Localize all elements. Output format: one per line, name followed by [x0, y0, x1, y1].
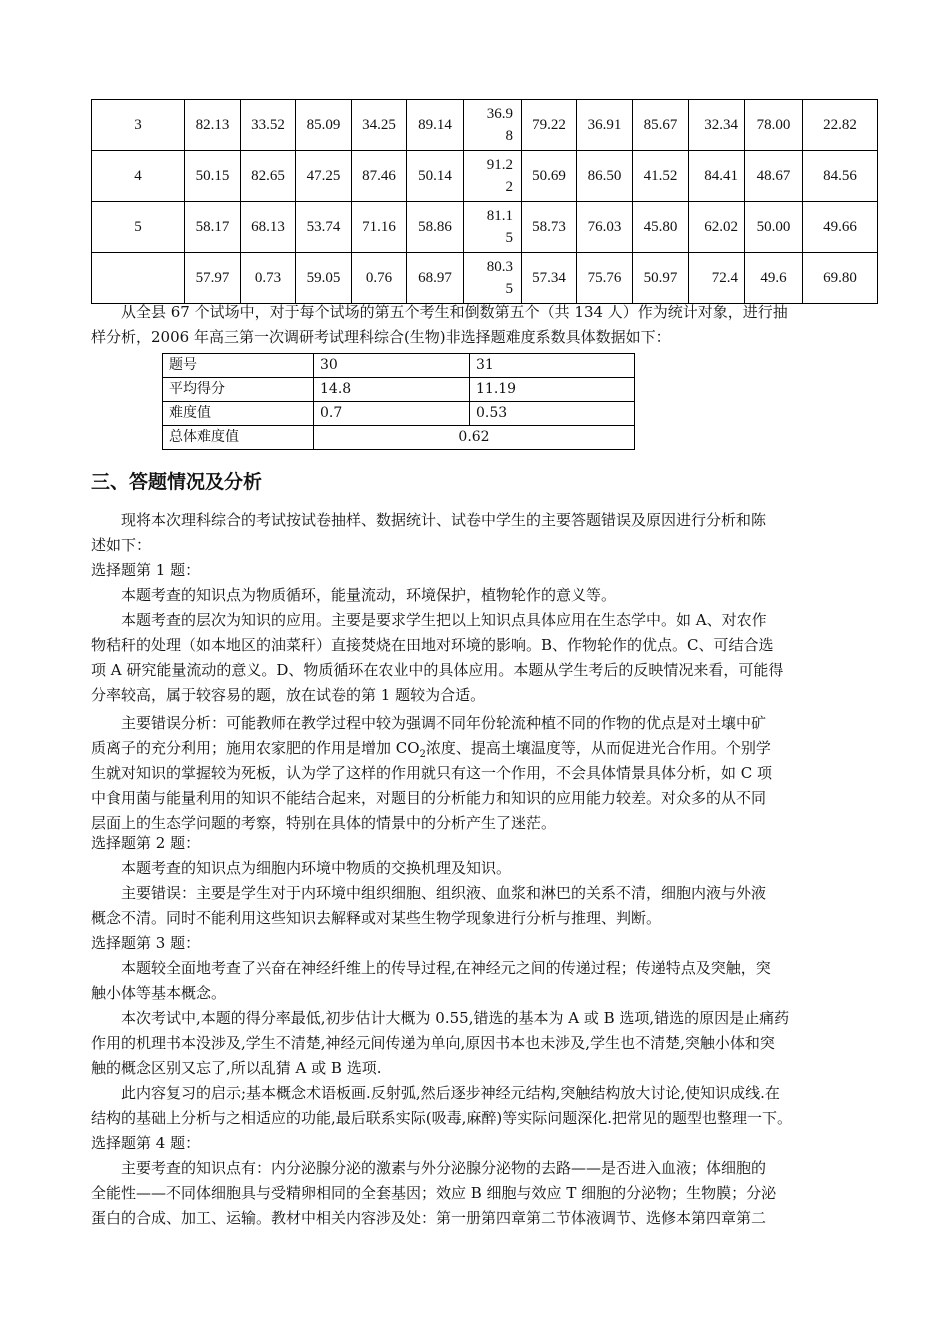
table-cell: 62.02 — [689, 202, 745, 253]
table-row — [92, 253, 878, 304]
table-cell — [464, 100, 522, 151]
wrapped-value: 81.1 5 — [486, 208, 513, 246]
text-line: 选择题第 2 题： — [91, 834, 201, 852]
text-line: 触的概念区别又忘了,所以乱猜 A 或 B 选项. — [91, 1059, 382, 1077]
section-title: 三、答题情况及分析 — [91, 471, 263, 493]
table-cell — [464, 253, 522, 304]
table-cell: 50.97 — [633, 253, 689, 304]
table-cell — [464, 151, 522, 202]
table-cell: 48.67 — [745, 151, 803, 202]
table-cell: 50.15 — [185, 151, 241, 202]
text-line: 层面上的生态学问题的考察，特别在具体的情景中的分析产生了迷茫。 — [91, 814, 557, 832]
text-line: 选择题第 3 题： — [91, 934, 201, 952]
text-line: 述如下： — [91, 536, 152, 554]
wrapped-value: 36.9 8 — [486, 106, 513, 144]
table-cell: 0.76 — [352, 253, 407, 304]
table-cell: 5 — [92, 202, 185, 253]
table-cell: 68.97 — [407, 253, 464, 304]
table-cell: 50.00 — [745, 202, 803, 253]
table-cell: 题号 — [163, 354, 314, 378]
table-cell: 平均得分 — [163, 378, 314, 402]
table-cell: 76.03 — [577, 202, 633, 253]
table-cell: 49.6 — [745, 253, 803, 304]
table-cell: 11.19 — [470, 378, 635, 402]
table-cell: 82.65 — [241, 151, 296, 202]
table-cell: 14.8 — [314, 378, 470, 402]
table-cell: 68.13 — [241, 202, 296, 253]
text-line: 此内容复习的启示;基本概念术语板画.反射弧,然后逐步神经元结构,突触结构放大讨论,使知识成线.在 — [121, 1084, 780, 1102]
wrapped-value: 80.3 5 — [486, 259, 513, 297]
table-row — [92, 202, 878, 253]
table-cell: 4 — [92, 151, 185, 202]
text-line: 触小体等基本概念。 — [91, 984, 227, 1002]
score-table — [91, 99, 878, 304]
table-cell: 22.82 — [803, 100, 878, 151]
table-cell: 50.14 — [407, 151, 464, 202]
text-line: 项 A 研究能量流动的意义。D、物质循环在农业中的具体应用。本题从学生考后的反映情况来看，可能得 — [91, 661, 784, 679]
text-line: 概念不清。同时不能利用这些知识去解释或对某些生物学现象进行分析与推理、判断。 — [91, 909, 662, 927]
table-cell: 33.52 — [241, 100, 296, 151]
text-line: 生就对知识的掌握较为死板，认为学了这样的作用就只有这一个作用，不会具体情景具体分析，如 C 项 — [91, 764, 773, 782]
table-cell — [92, 253, 185, 304]
table-cell: 84.56 — [803, 151, 878, 202]
table-cell: 85.09 — [296, 100, 352, 151]
text-fragment: 浓度、提高土壤温度等，从而促进光合作用。个别学 — [425, 739, 771, 757]
table-cell: 50.69 — [522, 151, 577, 202]
table-row — [163, 402, 635, 426]
table-row — [163, 378, 635, 402]
table-cell: 36.91 — [577, 100, 633, 151]
table-cell: 3 — [92, 100, 185, 151]
table-cell: 30 — [314, 354, 470, 378]
table-cell: 57.34 — [522, 253, 577, 304]
text-line: 本题考查的知识点为物质循环，能量流动，环境保护，植物轮作的意义等。 — [121, 586, 617, 604]
table-cell: 85.67 — [633, 100, 689, 151]
table-cell: 89.14 — [407, 100, 464, 151]
intro-line-1: 从全县 67 个试场中，对于每个试场的第五个考生和倒数第五个（共 134 人）作为统计对象，进行抽 — [121, 303, 788, 321]
intro-line-2: 样分析，2006 年高三第一次调研考试理科综合(生物)非选择题难度系数具体数据如下： — [91, 328, 671, 346]
subscript: 2 — [419, 749, 426, 760]
text-fragment: 质离子的充分利用；施用农家肥的作用是增加 CO — [91, 739, 420, 757]
table-cell: 32.34 — [689, 100, 745, 151]
table-cell: 47.25 — [296, 151, 352, 202]
text-line: 全能性——不同体细胞具与受精卵相同的全套基因；效应 B 细胞与效应 T 细胞的分泌物；生物膜；分泌 — [91, 1184, 777, 1202]
table-cell: 难度值 — [163, 402, 314, 426]
text-line: 本次考试中,本题的得分率最低,初步估计大概为 0.55,错选的基本为 A 或 B 选项,错选的原因是止痛药 — [121, 1009, 790, 1027]
difficulty-table — [162, 353, 635, 450]
text-line: 蛋白的合成、加工、运输。教材中相关内容涉及处：第一册第四章第二节体液调节、选修本第四章第二 — [91, 1209, 767, 1227]
table-cell: 57.97 — [185, 253, 241, 304]
table-cell: 69.80 — [803, 253, 878, 304]
table-cell: 31 — [470, 354, 635, 378]
table-cell: 58.73 — [522, 202, 577, 253]
table-cell: 0.53 — [470, 402, 635, 426]
table-cell: 58.86 — [407, 202, 464, 253]
text-line: 主要错误：主要是学生对于内环境中组织细胞、组织液、血浆和淋巴的关系不清，细胞内液与外液 — [121, 884, 767, 902]
text-line: 现将本次理科综合的考试按试卷抽样、数据统计、试卷中学生的主要答题错误及原因进行分析和陈 — [121, 511, 767, 529]
table-cell: 总体难度值 — [163, 426, 314, 450]
text-line: 主要错误分析：可能教师在教学过程中较为强调不同年份轮流种植不同的作物的优点是对土壤中矿 — [121, 714, 767, 732]
text-line: 分率较高，属于较容易的题，放在试卷的第 1 题较为合适。 — [91, 686, 486, 704]
text-line: 本题考查的知识点为细胞内环境中物质的交换机理及知识。 — [121, 859, 512, 877]
table-row — [163, 354, 635, 378]
table-cell: 75.76 — [577, 253, 633, 304]
text-line: 选择题第 1 题： — [91, 561, 201, 579]
text-line — [91, 736, 877, 761]
table-cell: 0.73 — [241, 253, 296, 304]
table-row — [92, 151, 878, 202]
text-line: 本题较全面地考查了兴奋在神经纤维上的传导过程,在神经元之间的传递过程；传递特点及突触，突 — [121, 959, 771, 977]
text-line: 中食用菌与能量利用的知识不能结合起来，对题目的分析能力和知识的应用能力较差。对众多的从不同 — [91, 789, 767, 807]
table-cell: 71.16 — [352, 202, 407, 253]
table-row — [163, 426, 635, 450]
table-cell: 79.22 — [522, 100, 577, 151]
text-line: 结构的基础上分析与之相适应的功能,最后联系实际(吸毒,麻醉)等实际问题深化.把常见的题型也整理一下。 — [91, 1109, 793, 1127]
table-row — [92, 100, 878, 151]
wrapped-value: 91.2 2 — [486, 157, 513, 195]
table-cell: 58.17 — [185, 202, 241, 253]
table-cell: 0.62 — [314, 426, 635, 450]
table-cell: 59.05 — [296, 253, 352, 304]
table-cell: 53.74 — [296, 202, 352, 253]
table-cell: 0.7 — [314, 402, 470, 426]
table-cell: 49.66 — [803, 202, 878, 253]
table-cell: 87.46 — [352, 151, 407, 202]
text-line: 选择题第 4 题： — [91, 1134, 201, 1152]
table-cell: 78.00 — [745, 100, 803, 151]
table-cell: 86.50 — [577, 151, 633, 202]
text-line: 物秸秆的处理（如本地区的油菜秆）直接焚烧在田地对环境的影响。B、作物轮作的优点。C、可结合选 — [91, 636, 774, 654]
table-cell: 72.4 — [689, 253, 745, 304]
table-cell — [464, 202, 522, 253]
text-line: 作用的机理书本没涉及,学生不清楚,神经元间传递为单向,原因书本也未涉及,学生也不清楚,突触小体和突 — [91, 1034, 775, 1052]
text-line: 主要考查的知识点有：内分泌腺分泌的激素与外分泌腺分泌物的去路——是否进入血液；体细胞的 — [121, 1159, 767, 1177]
table-cell: 41.52 — [633, 151, 689, 202]
table-cell: 34.25 — [352, 100, 407, 151]
table-cell: 84.41 — [689, 151, 745, 202]
text-line: 本题考查的层次为知识的应用。主要是要求学生把以上知识点具体应用在生态学中。如 A、对农作 — [121, 611, 767, 629]
table-cell: 45.80 — [633, 202, 689, 253]
table-cell: 82.13 — [185, 100, 241, 151]
